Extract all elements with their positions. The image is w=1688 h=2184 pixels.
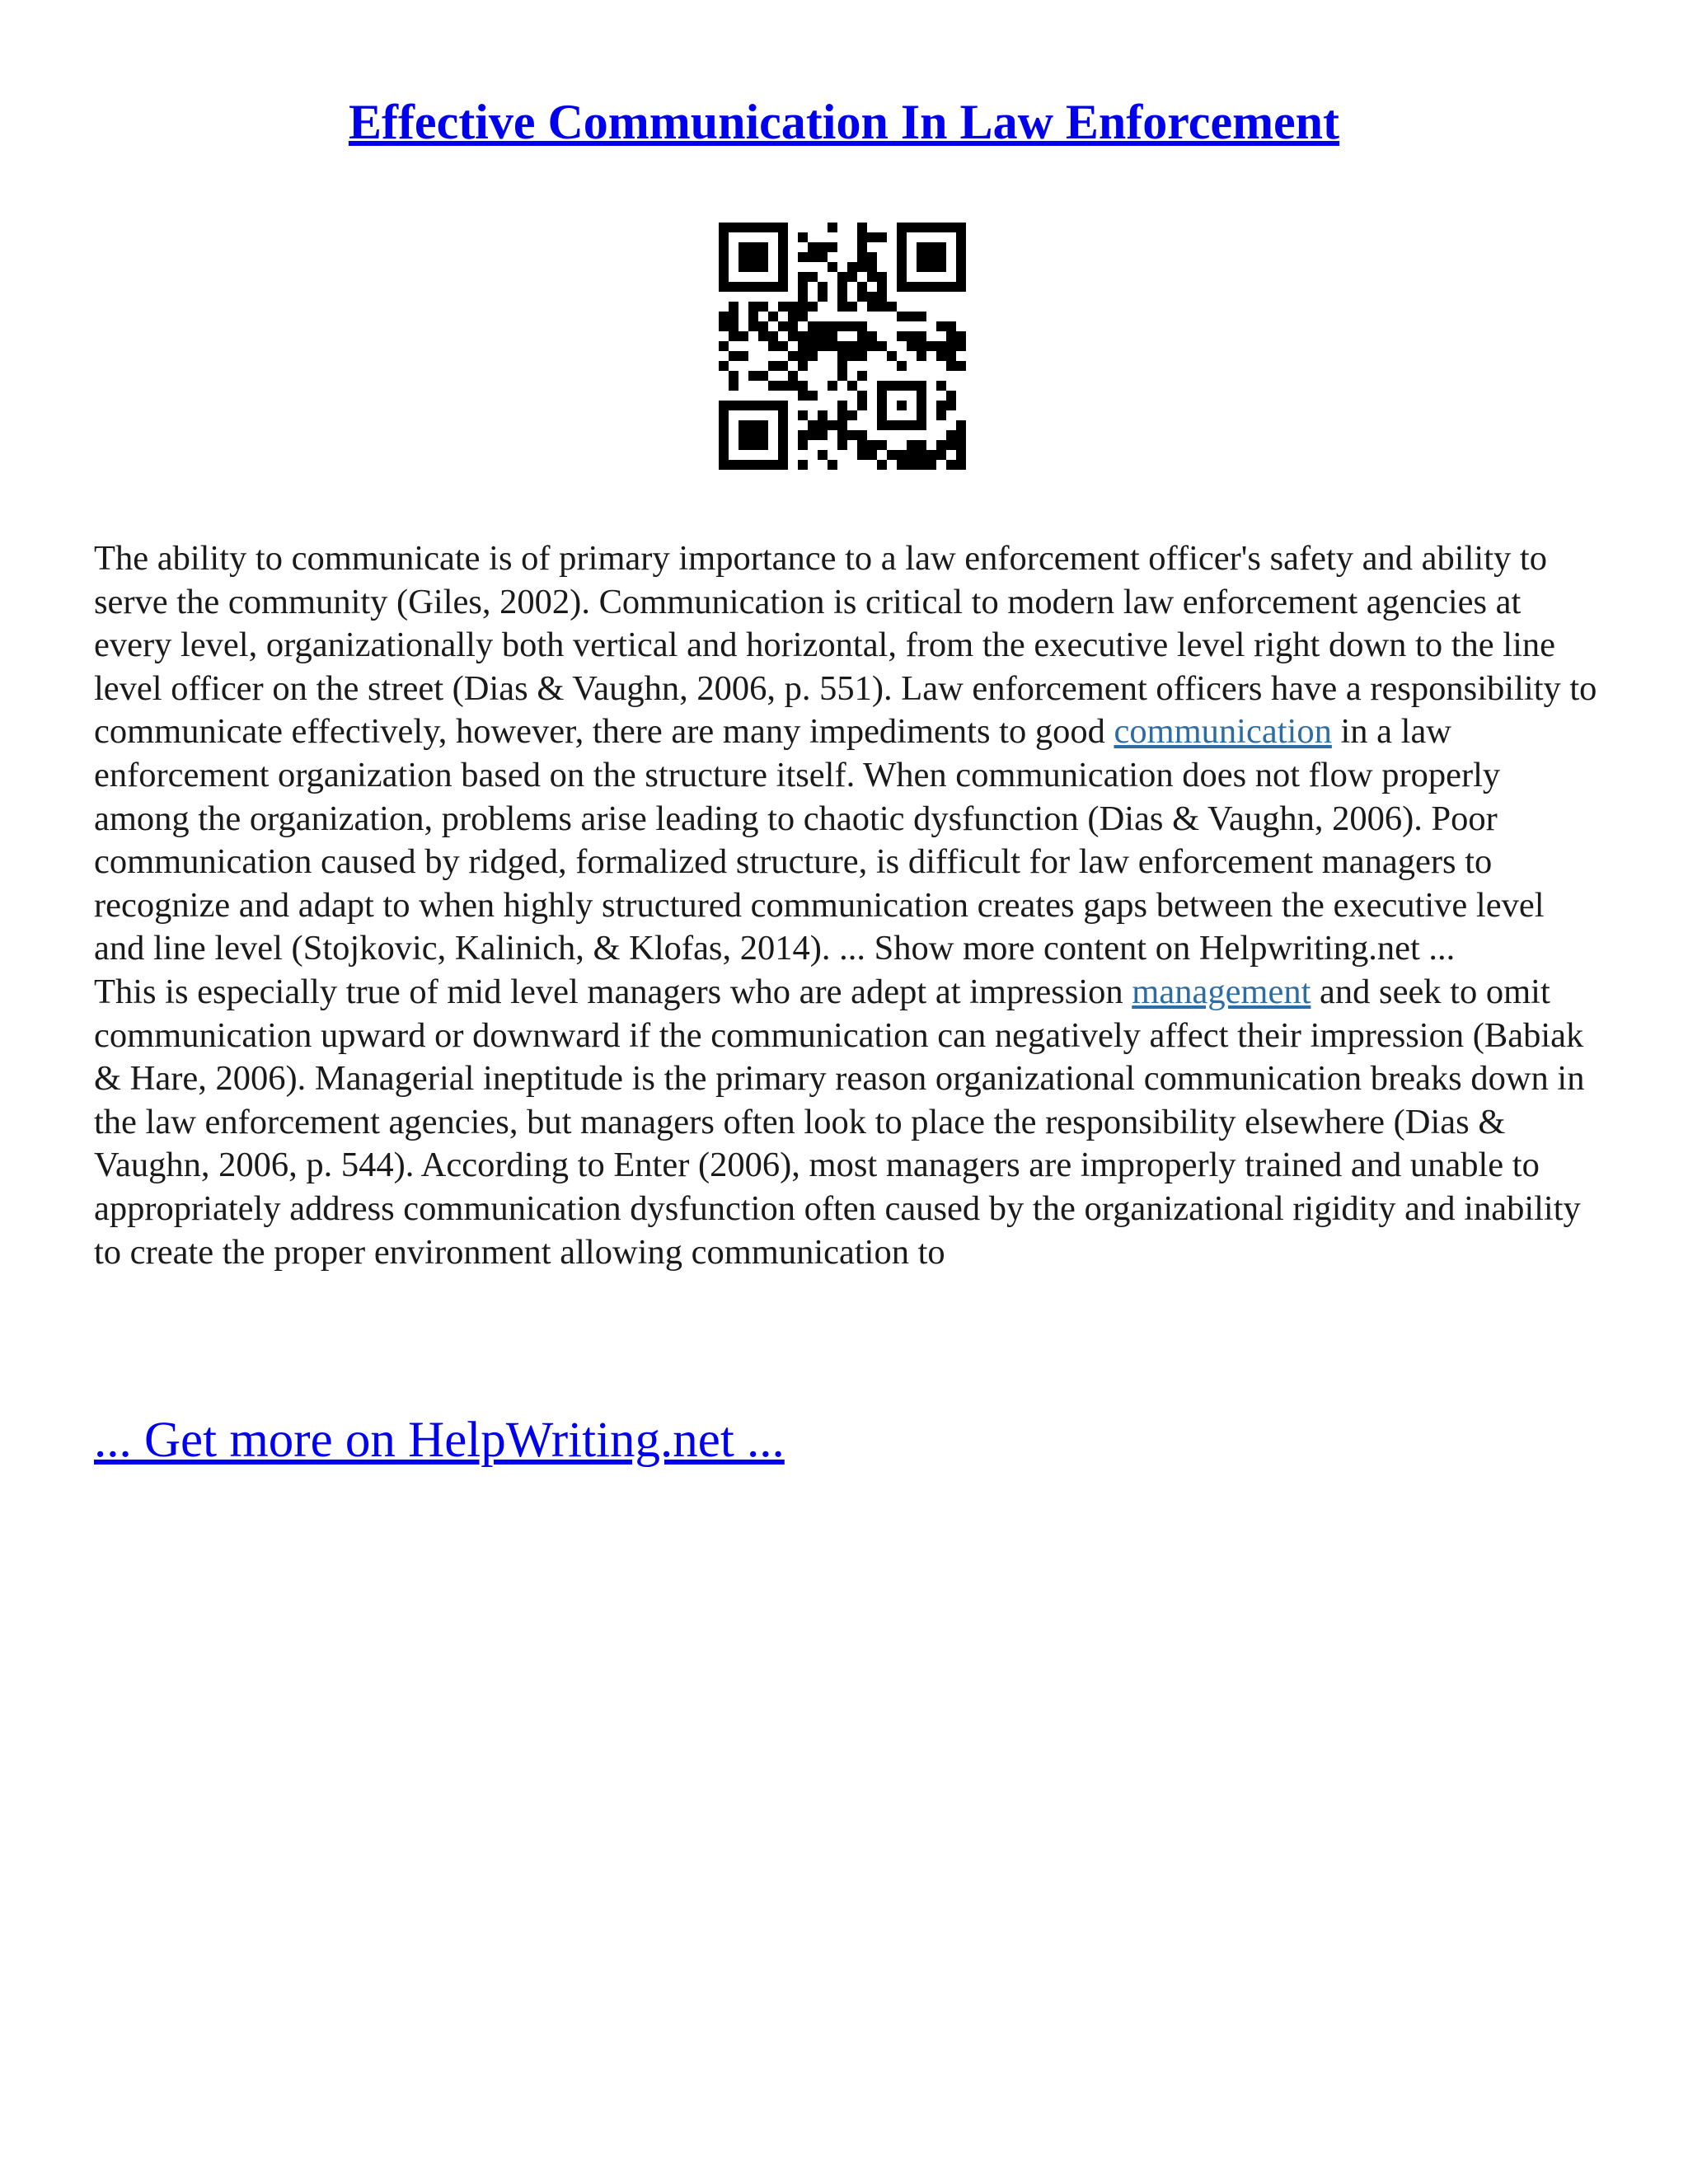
paragraph-2 [94, 971, 1602, 1274]
article-body [94, 537, 1602, 1274]
paragraph-1 [94, 537, 1602, 971]
page-title [0, 89, 1688, 155]
paragraph-1-text-start: The ability to communicate is of primary importance to a law enforcement officer's safety and ability to serve the community (Giles, 2002). Communication is critical to modern law enforcement agencies at every level, organizationally both vertical and horizontal, from the executive level right down to the line level officer on the street (Dias & Vaughn, 2006, p. 551). Law enforcement officers have a responsibility to communicate effectively, however, there are many impediments to good [94, 539, 1597, 752]
paragraph-2-text-start: This is especially true of mid level managers who are adept at impression [94, 972, 1132, 1011]
communication-link[interactable]: communication [1114, 712, 1332, 752]
title-link[interactable]: Effective Communication In Law Enforcement [348, 95, 1340, 149]
paragraph-1-text-end: in a law enforcement organization based on the structure itself. When communication does not flow properly among the organization, problems arise leading to chaotic dysfunction (Dias & Vaughn, 2006). Poor communication caused by ridged, formalized structure, is difficult for law enforcement managers to recognize and adapt to when highly structured communication creates gaps between the executive level and line level (Stojkovic, Kalinich, & Klofas, 2014). ... Show more content on Helpwriting.net ... [94, 712, 1545, 968]
paragraph-2-text-end: and seek to omit communication upward or downward if the communication can negatively affect their impression (Babiak & Hare, 2006). Managerial ineptitude is the primary reason organizational communication breaks down in the law enforcement agencies, but managers often look to place the responsibility elsewhere (Dias & Vaughn, 2006, p. 544). According to Enter (2006), most managers are improperly trained and unable to appropriately address communication dysfunction often caused by the organizational rigidity and inability to create the proper environment allowing communication to [94, 972, 1585, 1272]
qr-code-icon [719, 223, 966, 470]
get-more-link[interactable]: ... Get more on HelpWriting.net ... [94, 1413, 785, 1468]
management-link[interactable]: management [1132, 972, 1311, 1011]
